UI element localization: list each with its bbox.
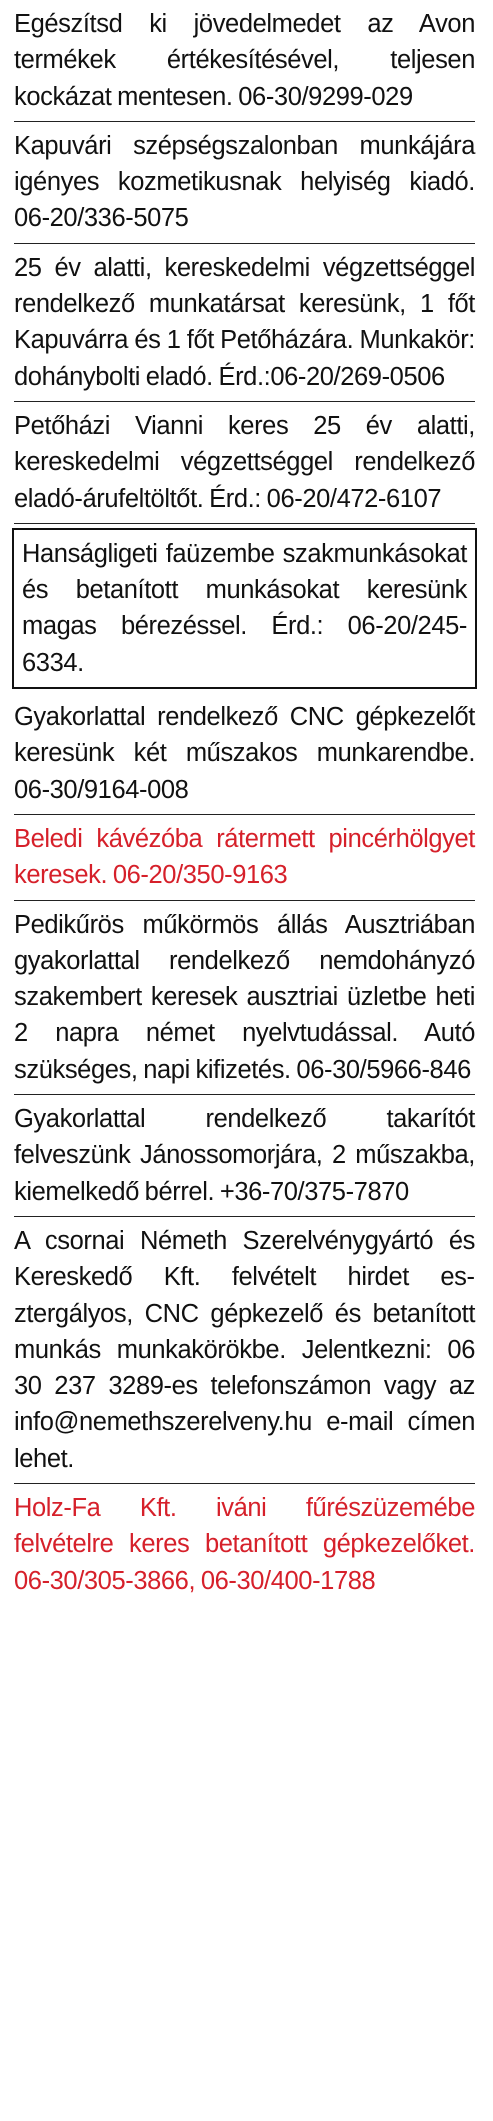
ad-vianni: Petőházi Vianni keres 25 év alatti, kereskedelmi végzettséggel rendelkező eladó-árufeltöltőt. Érd.: 06-20/472-6107: [14, 402, 475, 524]
classified-ads-column: [14, 0, 475, 1605]
ad-kapuvar-salon: Kapuvári szépségszalonban munkájára igényes kozmetikusnak helyiség kiadó. 06-20/336-5075: [14, 122, 475, 244]
ad-tobacco-shop: 25 év alatti, kereskedelmi végzettséggel rendelkező munkatársat keresünk, 1 főt Kapuvárra és 1 főt Petőházára. Munkakör: dohánybolti eladó. Érd.:06-20/269-0506: [14, 244, 475, 402]
ad-hansag-wood: Hanságligeti faüzembe szakmunkásokat és betanított munkásokat keresünk magas bérezéssel. Érd.: 06-20/245-6334.: [12, 528, 477, 689]
ad-holz-fa: Holz-Fa Kft. iváni fűrészüzemébe felvételre keres betanított gépkezelőket. 06-30/305-3866, 06-30/400-1788: [14, 1493, 475, 1595]
ad-beled-cafe: Beledi kávézóba rátermett pincérhölgyet keresek. 06-20/350-9163: [14, 815, 475, 901]
ad-avon: Egészítsd ki jövedelmedet az Avon termékek értékesítésével, teljesen kockázat mentesen. 06-30/9299-029: [14, 0, 475, 122]
ad-cleaner: Gyakorlattal rendelkező takarítót felveszünk Jánossomorjára, 2 műszakba, kiemelkedő bérrel. +36-70/375-7870: [14, 1095, 475, 1217]
ad-pedicure-austria: Pedikűrös műkörmös állás Ausztriában gyakorlattal rendelkező nemdohányzó szakembert keresek ausztriai üzletbe heti 2 napra német nyelvtudással. Autó szükséges, napi kifizetés. 06-30/5966-846: [14, 901, 475, 1095]
ad-nemeth-szerelveny: A csornai Németh Szerelvénygyártó és Kereskedő Kft. felvételt hirdet esztergályos, CNC gépkezelő és betanított munkás munkakörökbe. Jelentkezni: 06 30 237 3289-es telefonszámon vagy az info@nemethszerelveny.hu e-mail címen lehet.: [14, 1217, 475, 1484]
ad-cnc: Gyakorlattal rendelkező CNC gépkezelőt keresünk két műszakos munkarendbe. 06-30/9164-008: [14, 693, 475, 815]
